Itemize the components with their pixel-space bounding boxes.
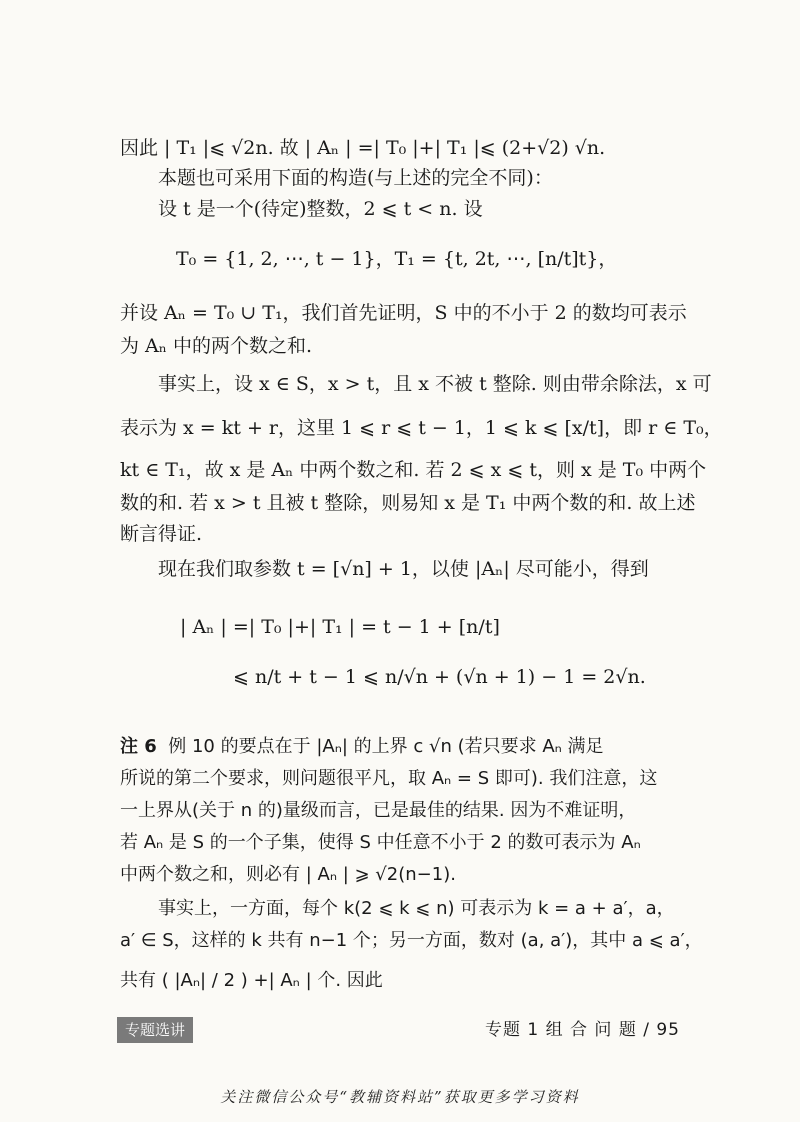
text-line: 数的和. 若 x > t 且被 t 整除，则易知 x 是 T₁ 中两个数的和. 故上述: [120, 492, 696, 514]
equation-an-bound: ⩽ n/t + t − 1 ⩽ n/√n + (√n + 1) − 1 = 2√n.: [233, 666, 646, 688]
equation-t-sets: T₀ = {1, 2, ⋯, t − 1}，T₁ = {t, 2t, ⋯, [n/t]t}，: [176, 248, 618, 270]
note-line: 所说的第二个要求，则问题很平凡，取 Aₙ = S 即可). 我们注意，这: [120, 768, 658, 789]
note-line: a′ ∈ S，这样的 k 共有 n−1 个；另一方面，数对 (a, a′)，其中 a ⩽ a′，: [120, 930, 703, 951]
text-line: 设 t 是一个(待定)整数，2 ⩽ t < n. 设: [158, 198, 483, 220]
note-line: 事实上，一方面，每个 k(2 ⩽ k ⩽ n) 可表示为 k = a + a′，a，: [158, 898, 675, 919]
text-line: kt ∈ T₁，故 x 是 Aₙ 中两个数之和. 若 2 ⩽ x ⩽ t，则 x 是 T₀ 中两个: [120, 459, 707, 481]
text-line: 因此 | T₁ |⩽ √2n. 故 | Aₙ | =| T₀ |+| T₁ |⩽ (2+√2) √n.: [120, 137, 606, 159]
equation-an-size: | Aₙ | =| T₀ |+| T₁ | = t − 1 + [n/t]: [180, 616, 500, 638]
text-line: 现在我们取参数 t = [√n] + 1，以使 |Aₙ| 尽可能小，得到: [158, 558, 649, 580]
section-tag: 专题选讲: [117, 1017, 193, 1043]
text-line: 本题也可采用下面的构造(与上述的完全不同)：: [158, 167, 553, 189]
watermark-text: 关注微信公众号“教辅资料站”获取更多学习资料: [220, 1088, 580, 1106]
note-line: 一上界从(关于 n 的)量级而言，已是最佳的结果. 因为不难证明，: [120, 800, 637, 821]
text-line: 事实上，设 x ∈ S，x > t，且 x 不被 t 整除. 则由带余除法，x 可: [158, 373, 712, 395]
note-line: 中两个数之和，则必有 | Aₙ | ⩾ √2(n−1).: [120, 864, 456, 885]
text-line: 表示为 x = kt + r，这里 1 ⩽ r ⩽ t − 1，1 ⩽ k ⩽ [x/t]，即 r ∈ T₀，: [120, 417, 723, 439]
note-line: 若 Aₙ 是 S 的一个子集，使得 S 中任意不小于 2 的数可表示为 Aₙ: [120, 832, 641, 853]
note-line: [120, 734, 604, 760]
text-line: 并设 Aₙ = T₀ ∪ T₁，我们首先证明，S 中的不小于 2 的数均可表示: [120, 302, 687, 324]
text-line: 断言得证.: [120, 523, 203, 545]
note-label: 注 6: [120, 736, 157, 757]
running-footer: 专题 1 组 合 问 题 / 95: [484, 1020, 680, 1040]
note-line: 共有 ( |Aₙ| / 2 ) +| Aₙ | 个. 因此: [120, 970, 383, 991]
text-line: 为 Aₙ 中的两个数之和.: [120, 335, 313, 357]
note-text: 例 10 的要点在于 |Aₙ| 的上界 c √n (若只要求 Aₙ 满足: [168, 736, 604, 757]
